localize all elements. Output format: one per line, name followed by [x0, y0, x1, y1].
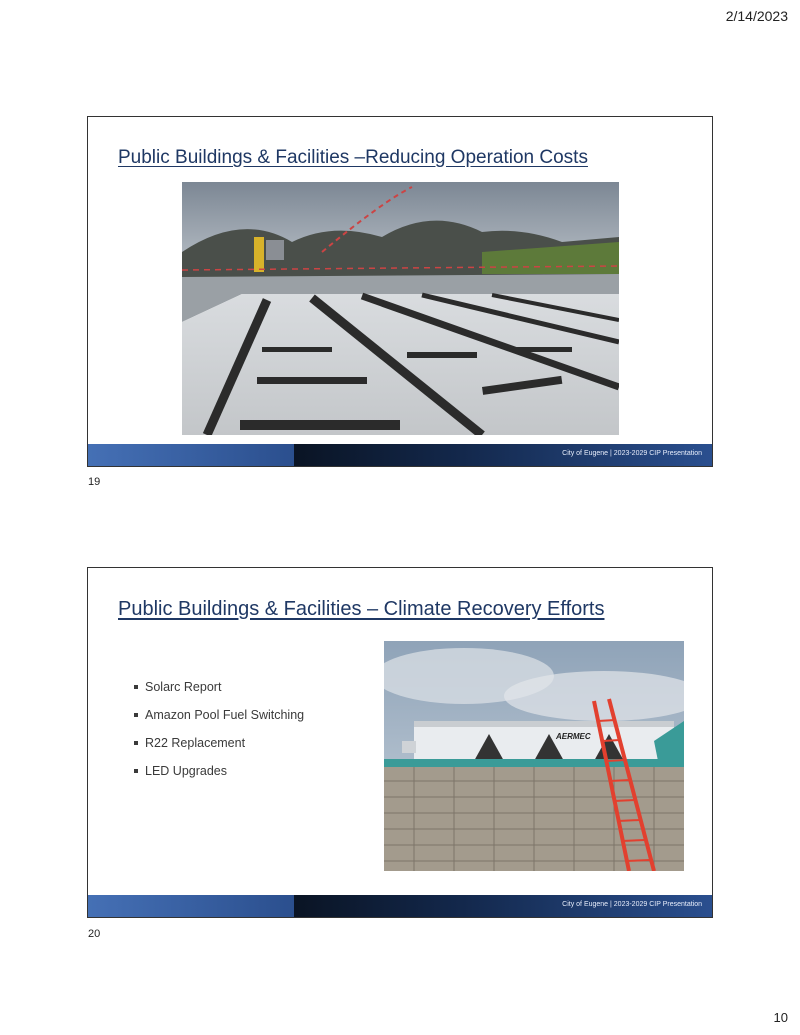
- bullet-icon: [134, 713, 138, 717]
- bullet-icon: [134, 685, 138, 689]
- bullet-item: Solarc Report: [134, 680, 304, 694]
- page-date: 2/14/2023: [725, 8, 788, 24]
- bullet-item: Amazon Pool Fuel Switching: [134, 708, 304, 722]
- slide-title: Public Buildings & Facilities –Reducing Operation Costs: [118, 147, 588, 168]
- rooftop-photo: [384, 641, 684, 871]
- bullet-list: [134, 680, 304, 792]
- slide-title: Public Buildings & Facilities – Climate Recovery Efforts: [118, 598, 605, 620]
- pool-photo: [182, 182, 619, 435]
- bullet-item: LED Upgrades: [134, 764, 304, 778]
- slide-number: 19: [88, 476, 101, 488]
- page-number: 10: [773, 1010, 788, 1025]
- slide-19: [87, 116, 713, 467]
- bullet-icon: [134, 741, 138, 745]
- footer-text: City of Eugene | 2023-2029 CIP Presentation: [562, 450, 702, 457]
- slide-20: [87, 567, 713, 918]
- slide-footer: [88, 895, 712, 917]
- bullet-item: R22 Replacement: [134, 736, 304, 750]
- footer-text: City of Eugene | 2023-2029 CIP Presentation: [562, 901, 702, 908]
- brand-label: AERMEC: [556, 732, 591, 741]
- slide-footer: [88, 444, 712, 466]
- slide-number: 20: [88, 928, 101, 940]
- bullet-icon: [134, 769, 138, 773]
